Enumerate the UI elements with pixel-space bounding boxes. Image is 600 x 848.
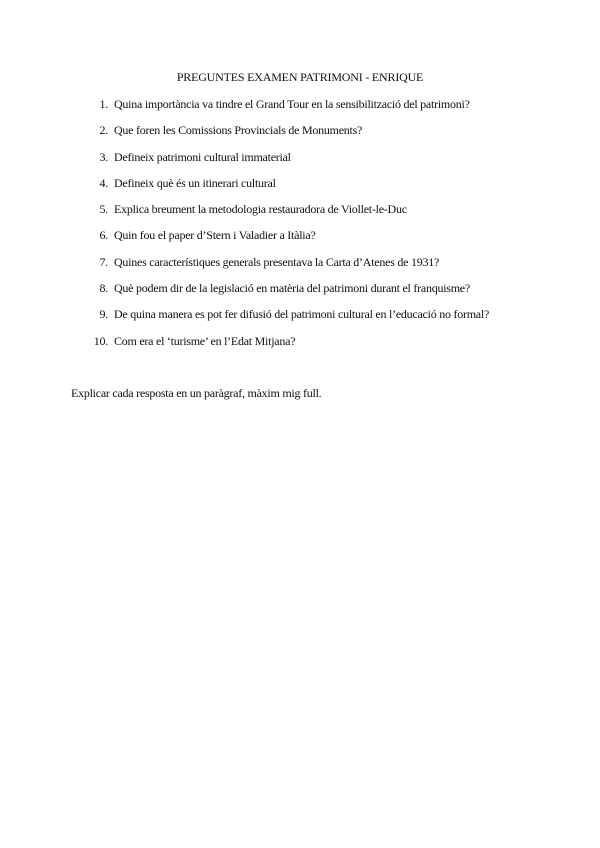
question-text: Quines característiques generals presentava la Carta d’Atenes de 1931? bbox=[114, 254, 440, 269]
question-item bbox=[86, 122, 489, 148]
question-item bbox=[86, 175, 489, 201]
question-number: 9. bbox=[99, 307, 108, 322]
question-number: 4. bbox=[99, 175, 108, 190]
question-item bbox=[86, 254, 489, 280]
question-text: Defineix patrimoni cultural immaterial bbox=[114, 149, 291, 164]
question-item bbox=[86, 149, 489, 175]
question-text: Explica breument la metodologia restauradora de Viollet-le-Duc bbox=[114, 202, 407, 217]
question-text: Què podem dir de la legislació en matèria del patrimoni durant el franquisme? bbox=[114, 281, 470, 296]
question-item bbox=[86, 96, 489, 122]
question-number: 6. bbox=[99, 228, 108, 243]
question-text: Que foren les Comissions Provincials de Monuments? bbox=[114, 123, 363, 138]
question-number: 10. bbox=[93, 333, 108, 348]
question-item bbox=[86, 201, 489, 227]
question-text: Defineix què és un itinerari cultural bbox=[114, 175, 276, 190]
question-text: Quin fou el paper d’Stern i Valadier a Itàlia? bbox=[114, 228, 316, 243]
question-text: Quina importància va tindre el Grand Tour en la sensibilització del patrimoni? bbox=[114, 97, 470, 111]
question-text: De quina manera es pot fer difusió del patrimoni cultural en l’educació no formal? bbox=[114, 307, 490, 322]
question-item bbox=[86, 227, 489, 253]
question-number: 7. bbox=[99, 254, 108, 269]
question-number: 8. bbox=[99, 281, 108, 296]
question-list bbox=[86, 96, 489, 359]
document-title: PREGUNTES EXAMEN PATRIMONI - ENRIQUE bbox=[176, 70, 424, 84]
question-number: 2. bbox=[99, 123, 108, 138]
question-item bbox=[86, 333, 489, 359]
question-item bbox=[86, 306, 489, 332]
question-number: 3. bbox=[99, 149, 108, 164]
instructions-note: Explicar cada resposta en un paràgraf, màxim mig full. bbox=[71, 386, 322, 400]
question-item bbox=[86, 280, 489, 306]
question-number: 1. bbox=[99, 97, 108, 111]
question-number: 5. bbox=[99, 202, 108, 217]
question-text: Com era el ‘turisme’ en l’Edat Mitjana? bbox=[114, 333, 296, 348]
